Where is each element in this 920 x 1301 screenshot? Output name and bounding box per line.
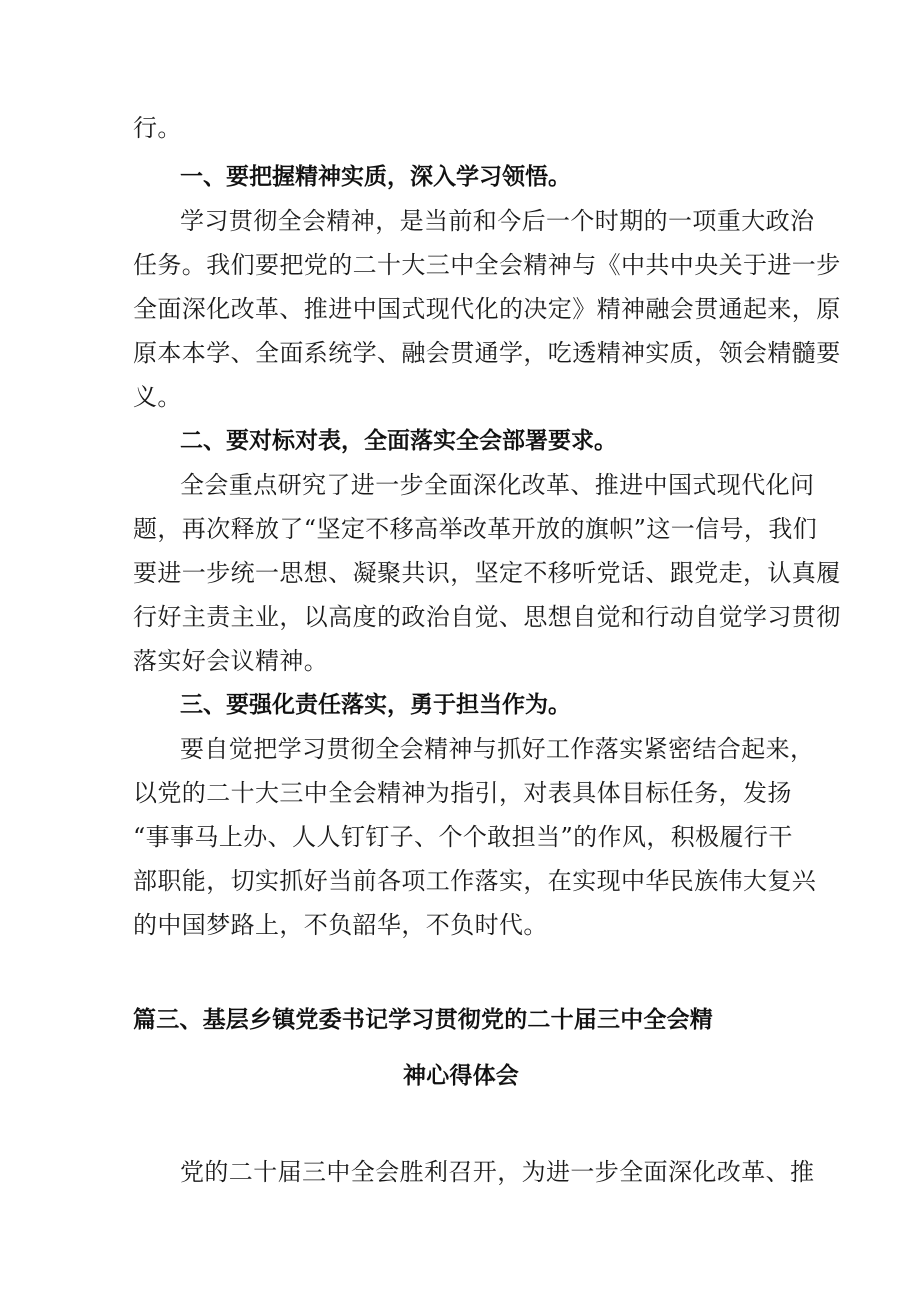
section-3-line-4: 部职能，切实抓好当前各项工作落实，在实现中华民族伟大复兴 bbox=[133, 867, 817, 895]
section-2-line-3: 要进一步统一思想、凝聚共识，坚定不移听党话、跟党走，认真履 bbox=[133, 559, 841, 587]
section-3-line-3: “事事马上办、人人钉钉子、个个敢担当”的作风，积极履行干 bbox=[133, 823, 793, 851]
intro-end-line: 行。 bbox=[133, 114, 182, 142]
section-2-line-5: 落实好会议精神。 bbox=[133, 647, 329, 675]
section-1-line-2: 任务。我们要把党的二十大三中全会精神与《中共中央关于进一步 bbox=[133, 251, 841, 279]
section-3-line-1: 要自觉把学习贯彻全会精神与抓好工作落实紧密结合起来， bbox=[180, 735, 815, 763]
section-3-line-5: 的中国梦路上，不负韶华，不负时代。 bbox=[133, 911, 548, 939]
section-2-line-2: 题，再次释放了“坚定不移高举改革开放的旗帜”这一信号，我们 bbox=[133, 515, 818, 543]
section-1-line-5: 义。 bbox=[133, 383, 182, 411]
chapter-3-title-line-1: 篇三、基层乡镇党委书记学习贯彻党的二十届三中全会精 bbox=[133, 1007, 713, 1033]
chapter-3-first-line: 党的二十届三中全会胜利召开，为进一步全面深化改革、推 bbox=[180, 1158, 815, 1186]
section-1-line-1: 学习贯彻全会精神，是当前和今后一个时期的一项重大政治 bbox=[180, 207, 815, 235]
section-3-line-2: 以党的二十大三中全会精神为指引，对表具体目标任务，发扬 bbox=[133, 779, 792, 807]
section-3-heading: 三、要强化责任落实，勇于担当作为。 bbox=[180, 692, 571, 718]
section-1-line-3: 全面深化改革、推进中国式现代化的决定》精神融会贯通起来，原 bbox=[133, 295, 841, 323]
section-2-line-4: 行好主责主业，以高度的政治自觉、思想自觉和行动自觉学习贯彻 bbox=[133, 603, 841, 631]
chapter-3-title-line-2: 神心得体会 bbox=[403, 1063, 519, 1089]
section-1-line-4: 原本本学、全面系统学、融会贯通学，吃透精神实质，领会精髓要 bbox=[133, 339, 841, 367]
section-1-heading: 一、要把握精神实质，深入学习领悟。 bbox=[180, 164, 571, 190]
section-2-line-1: 全会重点研究了进一步全面深化改革、推进中国式现代化问 bbox=[180, 471, 815, 499]
section-2-heading: 二、要对标对表，全面落实全会部署要求。 bbox=[180, 428, 617, 454]
